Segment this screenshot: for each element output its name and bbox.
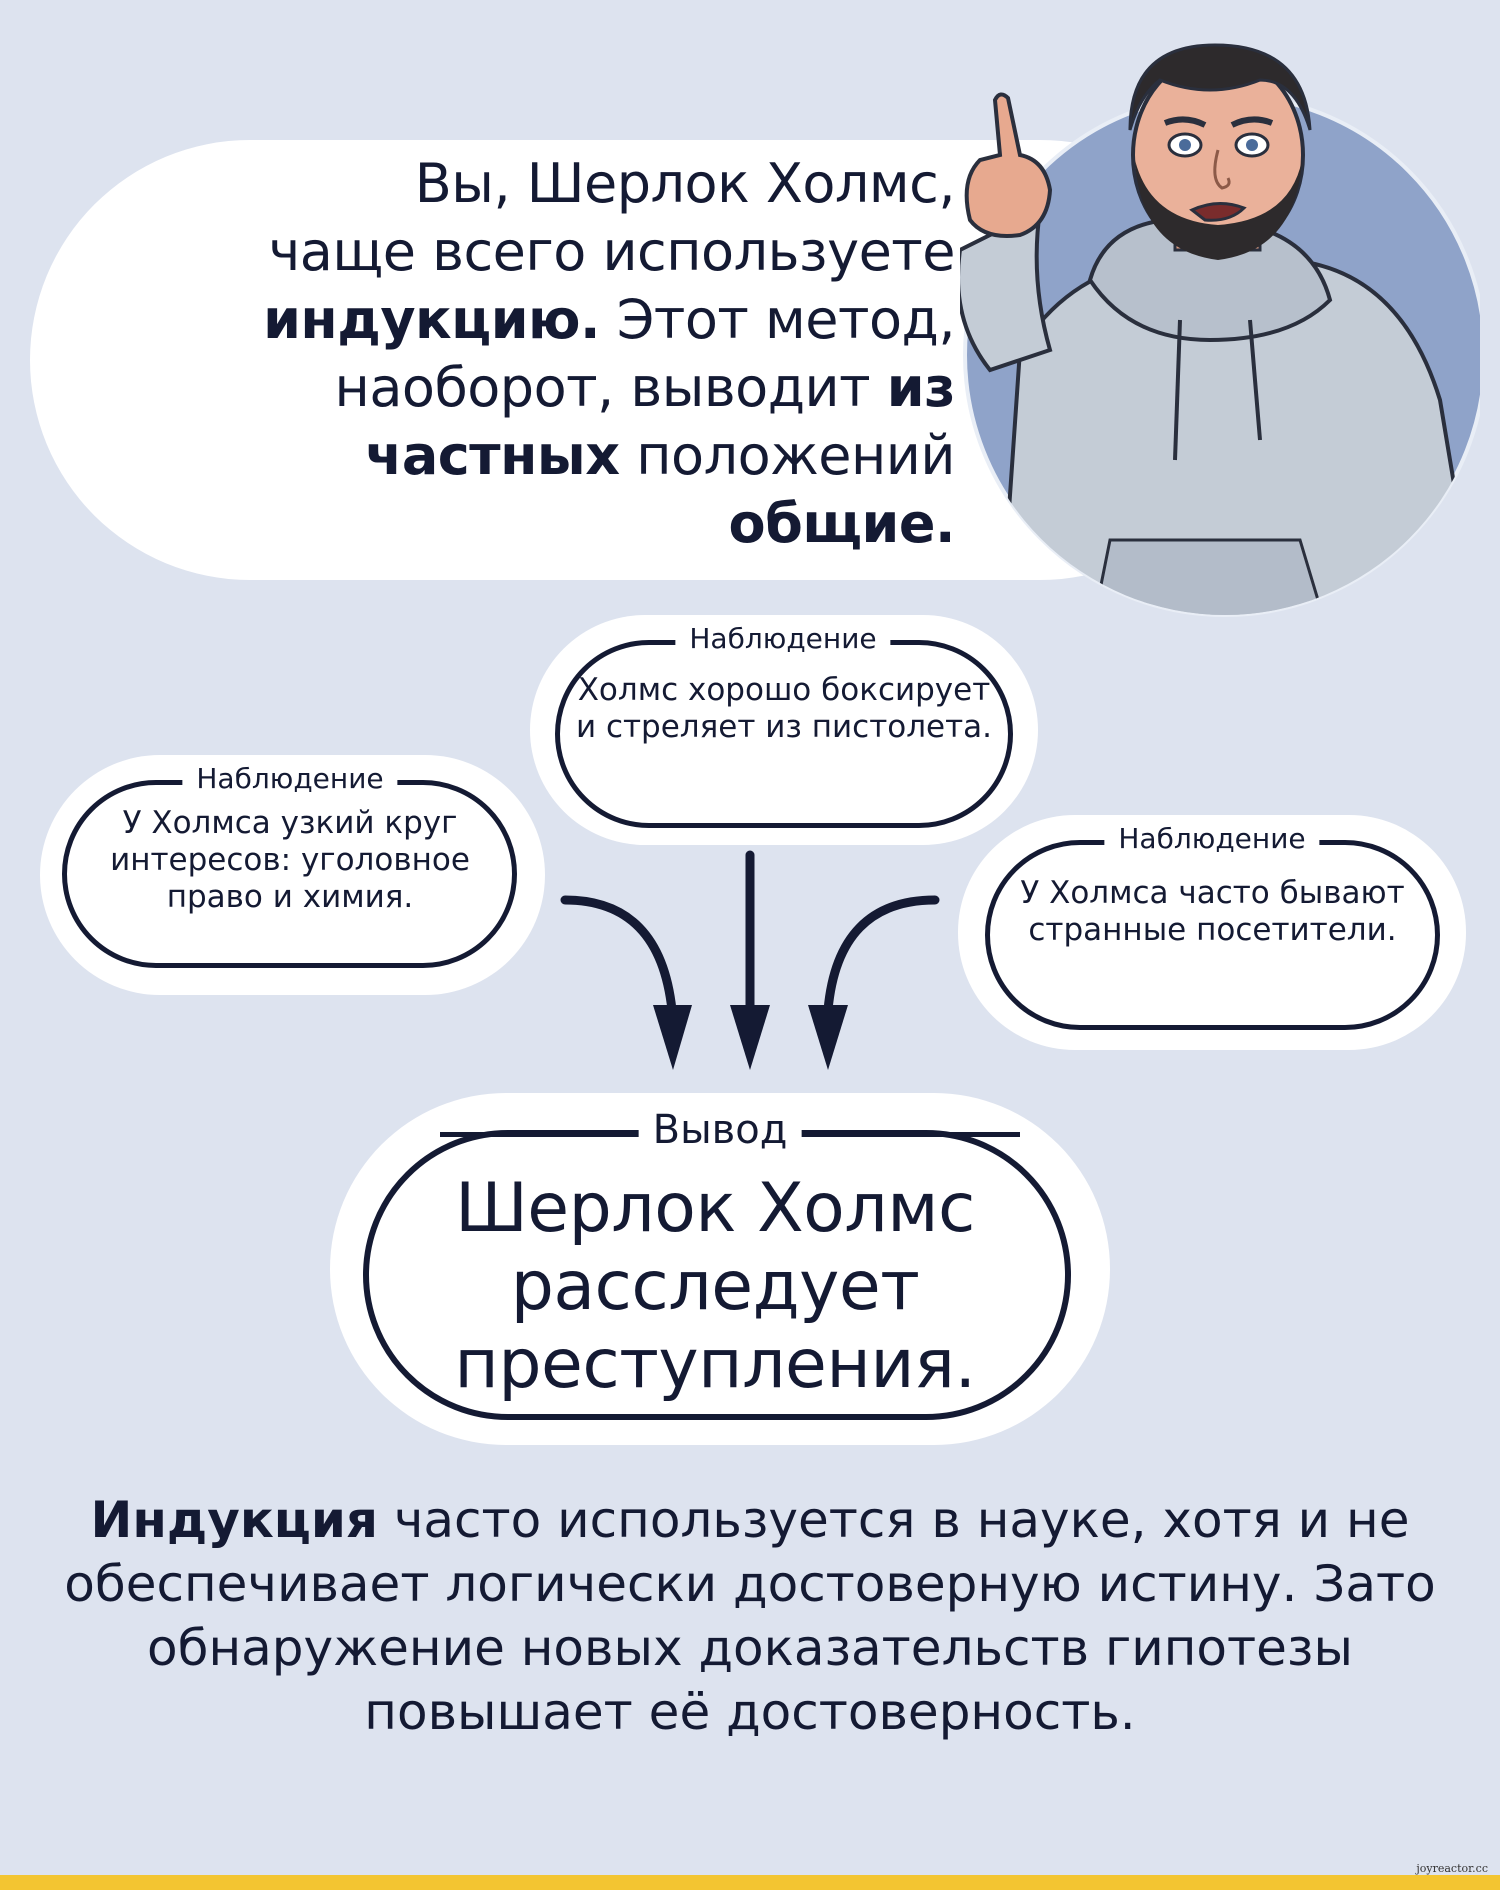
intro-line: Этот метод, [600,288,955,351]
intro-line: чаще всего используете [268,220,955,283]
intro-bold-word: из [886,356,955,419]
intro-bold-word: частных [365,424,620,487]
observation-label: Наблюдение [182,762,397,796]
observation-label: Наблюдение [675,622,890,656]
intro-bold-word: индукцию. [263,288,601,351]
left-arrow-line [565,900,672,1010]
conclusion-label: Вывод [639,1107,802,1153]
right-arrow-line [828,900,935,1010]
center-arrow-head [730,1005,770,1070]
summary-text: часто используется в науке, хотя и не обеспечивает логически достоверную истину. Зато обнаружение новых доказательств гипотезы повышает её достоверность. [64,1491,1436,1741]
conclusion-text: Шерлок Холмс расследует преступления. [454,1169,976,1404]
footer-bar [0,1875,1500,1890]
observation-text: У Холмса часто бывают странные посетители. [1020,875,1405,948]
intro-line: положений [619,424,955,487]
observation-text: Холмс хорошо боксирует и стреляет из пистолета. [575,672,993,745]
summary-bold-word: Индукция [90,1491,378,1549]
observation-text: У Холмса узкий круг интересов: уголовное право и химия. [110,805,470,915]
observation-label: Наблюдение [1104,822,1319,856]
intro-line: Вы, Шерлок Холмс, [414,152,955,215]
intro-bold-word: общие. [728,492,955,555]
intro-line: наоборот, выводит [334,356,887,419]
right-arrow-head [808,1005,848,1070]
watermark-text: joyreactor.cc [1416,1862,1488,1875]
summary-paragraph [40,1488,1460,1744]
left-arrow-head [653,1005,692,1070]
